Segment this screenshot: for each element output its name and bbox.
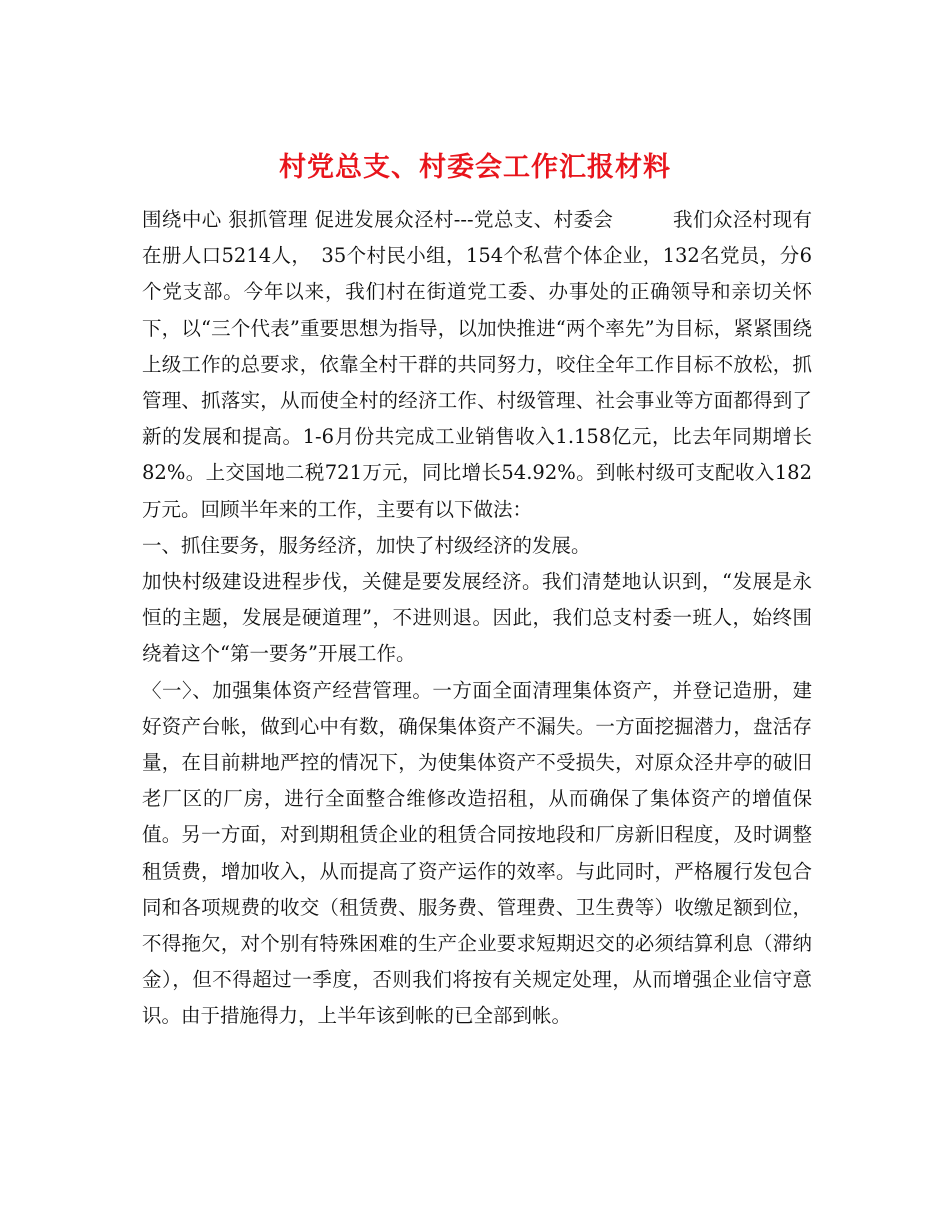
document-body [142,202,812,1035]
paragraph-economy: 加快村级建设进程步伐，关健是要发展经济。我们清楚地认识到，“发展是永恒的主题，发展是硬道理”，不进则退。因此，我们总支村委一班人，始终围绕着这个“第一要务”开展工作。 [142,570,812,666]
paragraph-intro: 围绕中心 狠抓管理 促进发展众泾村---党总支、村委会 我们众泾村现有在册人口5214人， 35个村民小组，154个私营个体企业，132名党员，分6个党支部。今年以来，我们村在街道党工委、办事处的正确领导和亲切关怀下，以“三个代表”重要思想为指导，以加快推进“两个率先”为目标，紧紧围绕上级工作的总要求，依靠全村干群的共同努力，咬住全年工作目标不放松，抓管理、抓落实，从而使全村的经济工作、村级管理、社会事业等方面都得到了新的发展和提高。1-6月份共完成工业销售收入1.158亿元，比去年同期增长82%。上交国地二税721万元，同比增长54.92%。到帐村级可支配收入182万元。回顾半年来的工作，主要有以下做法： [142,208,812,521]
paragraph-asset-management: 〈一〉、加强集体资产经营管理。一方面全面清理集体资产，并登记造册，建好资产台帐，做到心中有数，确保集体资产不漏失。一方面挖掘潜力，盘活存量，在目前耕地严控的情况下，为使集体资产不受损失，对原众泾井亭的破旧老厂区的厂房，进行全面整合维修改造招租，从而确保了集体资产的增值保值。另一方面，对到期租赁企业的租赁合同按地段和厂房新旧程度，及时调整租赁费，增加收入，从而提高了资产运作的效率。与此同时，严格履行发包合同和各项规费的收交（租赁费、服务费、管理费、卫生费等）收缴足额到位，不得拖欠，对个别有特殊困难的生产企业要求短期迟交的必须结算利息（滞纳金），但不得超过一季度，否则我们将按有关规定处理，从而增强企业信守意识。由于措施得力，上半年该到帐的已全部到帐。 [142,678,812,1028]
section-heading-1: 一、抓住要务，服务经济，加快了村级经济的发展。 [142,533,591,557]
document-title: 村党总支、村委会工作汇报材料 [279,152,671,184]
